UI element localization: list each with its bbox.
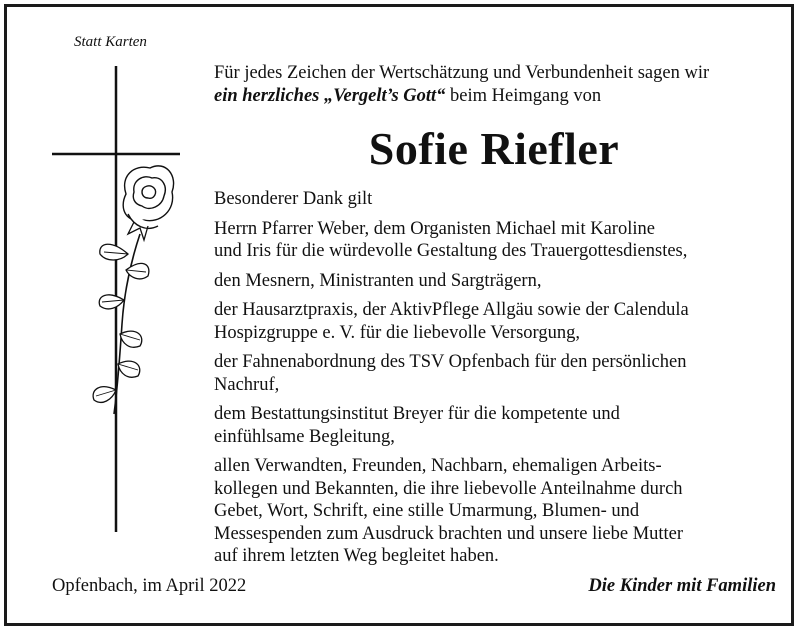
- intro-line-2: [214, 85, 774, 108]
- thanks-paragraph: [214, 403, 784, 448]
- thanks-line: allen Verwandten, Freunden, Nachbarn, ehemaligen Arbeits-: [214, 456, 662, 476]
- thanks-line: kollegen und Bekannten, die ihre liebevolle Anteilnahme durch: [214, 478, 683, 499]
- thanks-line: den Mesnern, Ministranten und Sargträgern,: [214, 270, 542, 291]
- thanks-paragraph: [214, 218, 784, 263]
- thanks-line: Gebet, Wort, Schrift, eine stille Umarmung, Blumen- und: [214, 501, 640, 521]
- cross-with-rose-icon: [48, 64, 188, 534]
- thanks-line: Nachruf,: [214, 374, 280, 395]
- thanks-paragraph: [214, 455, 784, 568]
- thanks-line: Hospizgruppe e. V. für die liebevolle Versorgung,: [214, 322, 580, 343]
- thanks-line: dem Bestattungsinstitut Breyer für die kompetente und: [214, 404, 620, 424]
- intro-text: [214, 62, 774, 108]
- thanks-paragraph: [214, 299, 784, 344]
- thanks-paragraph: [214, 270, 784, 293]
- place-date: Opfenbach, im April 2022: [52, 576, 247, 596]
- thanks-heading: Besonderer Dank gilt: [214, 189, 373, 209]
- thanks-line: der Fahnenabordnung des TSV Opfenbach für den persönlichen: [214, 352, 687, 372]
- thanks-section: [214, 188, 784, 575]
- thanks-line: Herrn Pfarrer Weber, dem Organisten Michael mit Karoline: [214, 218, 655, 239]
- deceased-name: Sofie Riefler: [368, 123, 620, 174]
- signature: Die Kinder mit Familien: [588, 576, 776, 596]
- thanks-line: einfühlsame Begleitung,: [214, 426, 395, 447]
- thanks-line: der Hausarztpraxis, der AktivPflege Allgäu sowie der Calendula: [214, 300, 689, 320]
- thanks-line: auf ihrem letzten Weg begleitet haben.: [214, 546, 499, 566]
- intro-emphasis: ein herzliches „Vergelt’s Gott“: [214, 86, 446, 106]
- intro-line-1: Für jedes Zeichen der Wertschätzung und Verbundenheit sagen wir: [214, 63, 710, 83]
- statt-karten-label: Statt Karten: [74, 34, 147, 50]
- thanks-line: und Iris für die würdevolle Gestaltung des Trauergottesdienstes,: [214, 241, 688, 261]
- thanks-paragraph: [214, 351, 784, 396]
- intro-line-2-rest: beim Heimgang von: [445, 86, 602, 106]
- thanks-line: Messespenden zum Ausdruck brachten und unsere liebe Mutter: [214, 523, 684, 544]
